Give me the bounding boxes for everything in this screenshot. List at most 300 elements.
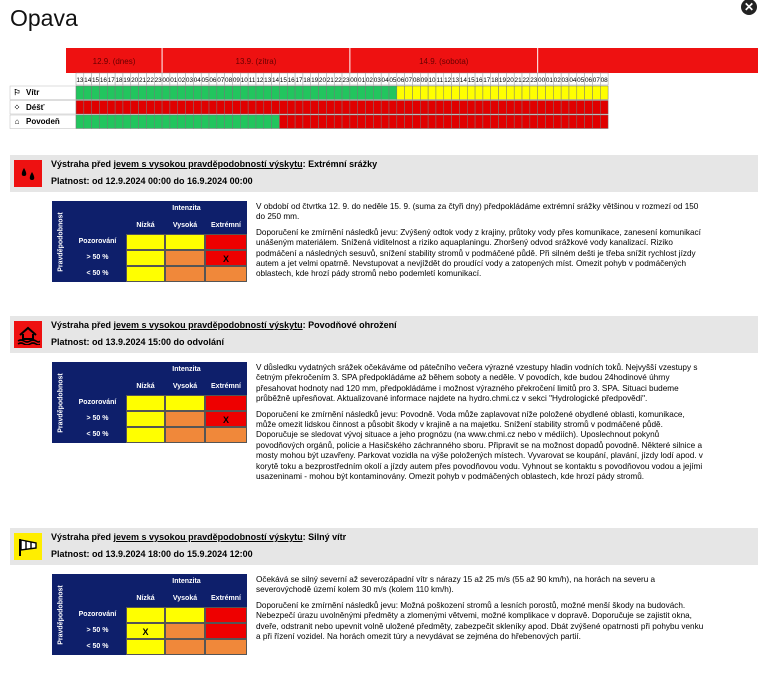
- matrix-cell: [165, 234, 205, 250]
- timeline-cell: [397, 101, 405, 115]
- timeline-cell: [162, 86, 170, 100]
- timeline-cell: [467, 101, 475, 115]
- hour-label: 01: [545, 77, 553, 84]
- timeline-cell: [146, 86, 154, 100]
- timeline-cell: [592, 101, 600, 115]
- timeline-cell: [303, 115, 311, 129]
- timeline-cell: [522, 101, 530, 115]
- hour-label: 09: [232, 77, 240, 84]
- hour-label: 07: [592, 77, 600, 84]
- timeline-cell: [131, 101, 139, 115]
- intensity-probability-matrix: [52, 362, 247, 443]
- hour-label: 14: [84, 77, 92, 84]
- hour-label: 02: [553, 77, 561, 84]
- timeline-cell: [225, 115, 233, 129]
- timeline-cell: [381, 86, 389, 100]
- probability-axis-label: Pravděpodobnost: [57, 372, 64, 433]
- hour-label: 10: [428, 77, 436, 84]
- timeline-cell: [467, 115, 475, 129]
- timeline-cell: [162, 101, 170, 115]
- hour-label: 10: [240, 77, 248, 84]
- timeline-cell: [452, 86, 460, 100]
- hour-label: 05: [389, 77, 397, 84]
- timeline-cell: [107, 86, 115, 100]
- timeline-cell: [264, 86, 272, 100]
- timeline-cell: [319, 86, 327, 100]
- hour-label: 01: [358, 77, 366, 84]
- probability-axis-label: Pravděpodobnost: [57, 584, 64, 645]
- matrix-cell: [205, 234, 247, 250]
- timeline-cell: [76, 86, 84, 100]
- timeline-cell: [92, 86, 100, 100]
- timeline-cell: [483, 101, 491, 115]
- warning-summary: V období od čtvrtka 12. 9. do neděle 15. 9. (suma za čtyři dny) předpokládáme extrémní srážky většinou v rozmezí od 150 do 250 mm.: [256, 202, 699, 222]
- timeline-cell: [178, 101, 186, 115]
- timeline-cell: [279, 115, 287, 129]
- timeline-cell: [186, 101, 194, 115]
- timeline-cell: [506, 115, 514, 129]
- timeline-cell: [248, 101, 256, 115]
- timeline-cell: [209, 86, 217, 100]
- hour-label: 16: [475, 77, 483, 84]
- timeline-cell: [506, 86, 514, 100]
- timeline-cell: [499, 86, 507, 100]
- matrix-cell: [165, 607, 205, 623]
- probability-axis-label: Pravděpodobnost: [57, 211, 64, 272]
- timeline-cell: [256, 115, 264, 129]
- hour-label: 05: [577, 77, 585, 84]
- timeline-cell: [358, 86, 366, 100]
- hour-label: 23: [154, 77, 162, 84]
- page-title: Opava: [10, 5, 78, 31]
- timeline-cell: [240, 115, 248, 129]
- matrix-row-header: > 50 %: [69, 250, 126, 266]
- timeline-cell: [326, 86, 334, 100]
- timeline-cell: [514, 86, 522, 100]
- timeline-cell: [146, 115, 154, 129]
- timeline-cell: [436, 86, 444, 100]
- hour-label: 11: [436, 77, 444, 84]
- warning-summary: Očekává se silný severní až severozápadní vítr s nárazy 15 až 25 m/s (55 až 90 km/h), na horách na severu a severovýchodě území kolem 30 m/s (kolem 110 km/h).: [256, 575, 656, 595]
- timeline-cell: [397, 115, 405, 129]
- warning-header: [10, 316, 758, 353]
- warning-title-prefix: Výstraha před: [51, 159, 114, 169]
- matrix-cell: [205, 427, 247, 443]
- timeline-cell: [444, 115, 452, 129]
- warning-validity: Platnost: od 13.9.2024 15:00 do odvolání: [51, 337, 225, 347]
- heavy-rain-icon: [14, 160, 42, 187]
- timeline-cell: [366, 115, 374, 129]
- timeline-row-2: [12, 115, 60, 129]
- warning-title-prefix: Výstraha před: [51, 532, 114, 542]
- timeline-cell: [475, 86, 483, 100]
- warning-title: [51, 159, 377, 169]
- hour-label: 23: [530, 77, 538, 84]
- timeline-row-0: [12, 86, 39, 100]
- matrix-cell: [165, 639, 205, 655]
- timeline-cell: [428, 86, 436, 100]
- timeline-cell: [342, 101, 350, 115]
- matrix-cell: [165, 623, 205, 639]
- hour-label: 17: [295, 77, 303, 84]
- timeline-cell: [452, 115, 460, 129]
- timeline-cell: [295, 101, 303, 115]
- timeline-cell: [248, 86, 256, 100]
- timeline-cell: [412, 86, 420, 100]
- timeline-cell: [428, 115, 436, 129]
- timeline-cell: [491, 115, 499, 129]
- timeline-cell: [381, 101, 389, 115]
- matrix-cell: [126, 411, 165, 427]
- matrix-col-header: Extrémní: [205, 378, 247, 395]
- timeline-cell: [311, 115, 319, 129]
- timeline-cell: [115, 101, 123, 115]
- timeline-cell: [287, 115, 295, 129]
- matrix-col-header: Nízká: [126, 590, 165, 607]
- timeline-cell: [569, 115, 577, 129]
- warning-title-suffix: : Extrémní srážky: [302, 159, 378, 169]
- hour-label: 22: [522, 77, 530, 84]
- warning-recommendation: Doporučení ke zmírnění následků jevu: Zvýšený odtok vody z krajiny, průtoky vody přes komunikace, zanesení komunikací unášeným materiálem. Snížená viditelnost a riziko aquaplaningu. Zhoršený odvod srážkové vody kanalizací. Riziko podmáčení a následných sesuvů, snížení stability stromů v podmáčené půdě. Při silném dešti je třeba snížit rychlost jízdy autem a jet velmi opatrně. Nevstupovat a nevjíždět do proudící vody a zatopených míst. Omezit pohyb v podmáčených oblastech, kde hrozí pády stromů nebo podemletí komunikací.: [256, 227, 701, 279]
- timeline-cell: [170, 86, 178, 100]
- probability-link[interactable]: jevem s vysokou pravděpodobností výskytu: [113, 159, 303, 169]
- timeline-cell: [412, 101, 420, 115]
- warning-header: [10, 528, 758, 565]
- timeline-cell: [319, 101, 327, 115]
- timeline-cell: [600, 86, 608, 100]
- timeline-cell: [514, 115, 522, 129]
- timeline-cell: [319, 115, 327, 129]
- timeline-cell: [459, 86, 467, 100]
- timeline-cell: [99, 101, 107, 115]
- timeline-cell: [287, 86, 295, 100]
- timeline-cell: [483, 86, 491, 100]
- timeline-cell: [201, 101, 209, 115]
- timeline-cell: [553, 101, 561, 115]
- hour-label: 07: [405, 77, 413, 84]
- hour-label: 16: [287, 77, 295, 84]
- timeline-cell: [256, 86, 264, 100]
- hour-label: 06: [209, 77, 217, 84]
- timeline-cell: [389, 101, 397, 115]
- hour-label: 14: [271, 77, 280, 84]
- warning-summary: V důsledku vydatných srážek očekáváme od pátečního večera výrazné vzestupy hladin vodních toků. Nejvyšší vzestupy s četným překročením 3. SPA předpokládáme až během soboty a neděle. V povodích, kde budou 24hodinové úhrny přesahovat hodnoty nad 120 mm, předpokládáme i možnost výrazného překročení limitů pro 3. SPA. Situaci budeme průběžně upřesňovat. Aktualizované informace najdete na hydro.chmi.cz v sekci "Hydrologické předpovědi".: [256, 363, 698, 404]
- timeline-cell: [358, 115, 366, 129]
- timeline-cell: [279, 101, 287, 115]
- hour-label: 20: [506, 77, 514, 84]
- hour-label: 13: [264, 77, 272, 84]
- timeline-cell: [240, 86, 248, 100]
- hour-label: 08: [412, 77, 420, 84]
- timeline-cell: [459, 115, 467, 129]
- hour-label: 15: [467, 77, 475, 84]
- timeline-cell: [397, 86, 405, 100]
- matrix-col-header: Vysoká: [165, 590, 205, 607]
- timeline-cell: [389, 86, 397, 100]
- timeline-cell: [585, 115, 593, 129]
- matrix-cell: [165, 395, 205, 411]
- hour-label: 19: [498, 77, 507, 84]
- matrix-col-header: Extrémní: [205, 590, 247, 607]
- timeline-cell: [162, 115, 170, 129]
- hour-label: 17: [107, 77, 115, 84]
- warning-timeline: [0, 0, 758, 132]
- day-label: 13.9. (zítra): [235, 57, 277, 66]
- timeline-cell: [92, 101, 100, 115]
- timeline-cell: [217, 115, 225, 129]
- timeline-cell: [311, 101, 319, 115]
- timeline-cell: [139, 115, 147, 129]
- timeline-cell: [577, 101, 585, 115]
- timeline-cell: [240, 101, 248, 115]
- day-header-band: [66, 48, 758, 73]
- warning-title: [51, 532, 346, 542]
- hour-label: 03: [561, 77, 569, 84]
- hour-label: 09: [420, 77, 428, 84]
- timeline-cell: [217, 101, 225, 115]
- hour-label: 00: [538, 77, 546, 84]
- timeline-cell: [107, 101, 115, 115]
- warning-title-suffix: : Povodňové ohrožení: [302, 320, 397, 330]
- matrix-row-header: Pozorování: [69, 395, 126, 411]
- timeline-cell: [483, 115, 491, 129]
- hour-label: 12: [256, 77, 264, 84]
- timeline-cell: [569, 86, 577, 100]
- matrix-col-header: Extrémní: [205, 217, 247, 234]
- hour-label: 12: [444, 77, 452, 84]
- matrix-cell: [126, 607, 165, 623]
- hour-label: 03: [185, 77, 194, 84]
- timeline-cell: [444, 86, 452, 100]
- timeline-cell: [295, 115, 303, 129]
- timeline-cell: [373, 86, 381, 100]
- timeline-cell: [154, 101, 162, 115]
- matrix-cell: [165, 411, 205, 427]
- matrix-intensity-header: Intenzita: [126, 362, 247, 378]
- timeline-cell: [459, 101, 467, 115]
- warning-validity: Platnost: od 12.9.2024 00:00 do 16.9.2024 00:00: [51, 176, 253, 186]
- matrix-row-header: < 50 %: [69, 266, 126, 282]
- hour-label: 18: [303, 77, 311, 84]
- timeline-cell: [264, 101, 272, 115]
- matrix-cell: [165, 250, 205, 266]
- timeline-cell: [334, 115, 342, 129]
- matrix-cell: [205, 607, 247, 623]
- timeline-cell: [326, 115, 334, 129]
- timeline-cell: [530, 86, 538, 100]
- matrix-cell: [205, 639, 247, 655]
- rain-drops-icon: ⁘: [13, 102, 21, 112]
- timeline-cell: [123, 86, 131, 100]
- timeline-cell: [530, 101, 538, 115]
- timeline-cell: [530, 115, 538, 129]
- timeline-cell: [420, 101, 428, 115]
- hour-label: 16: [99, 77, 107, 84]
- timeline-cell: [303, 101, 311, 115]
- hour-label: 02: [178, 77, 186, 84]
- timeline-cell: [373, 115, 381, 129]
- timeline-cell: [420, 115, 428, 129]
- timeline-cell: [350, 101, 358, 115]
- matrix-col-header: Nízká: [126, 378, 165, 395]
- hour-label: 14: [459, 77, 467, 84]
- timeline-cell: [248, 115, 256, 129]
- timeline-cell: [279, 86, 287, 100]
- timeline-cell: [467, 86, 475, 100]
- flood-warning-icon: [14, 321, 42, 348]
- warning-validity: Platnost: od 13.9.2024 18:00 do 15.9.2024 12:00: [51, 549, 253, 559]
- timeline-cell: [546, 86, 554, 100]
- timeline-cell: [233, 115, 241, 129]
- timeline-cell: [350, 86, 358, 100]
- matrix-cell: [205, 395, 247, 411]
- timeline-cell: [209, 101, 217, 115]
- timeline-cell: [569, 101, 577, 115]
- timeline-cell: [561, 86, 569, 100]
- timeline-cell: [201, 86, 209, 100]
- timeline-cell: [538, 115, 546, 129]
- matrix-cell: [205, 623, 247, 639]
- timeline-cell: [538, 86, 546, 100]
- matrix-row-header: < 50 %: [69, 639, 126, 655]
- timeline-cell: [76, 115, 84, 129]
- matrix-cell: [126, 234, 165, 250]
- hour-label: 21: [138, 77, 147, 84]
- intensity-probability-matrix: [52, 574, 247, 655]
- timeline-cell: [522, 115, 530, 129]
- timeline-cell: [561, 101, 569, 115]
- timeline-cell: [334, 86, 342, 100]
- matrix-cell: [165, 427, 205, 443]
- matrix-cell: [205, 266, 247, 282]
- timeline-cell: [225, 101, 233, 115]
- timeline-cell: [506, 101, 514, 115]
- warning-title-suffix: : Silný vítr: [302, 532, 347, 542]
- timeline-cell: [342, 86, 350, 100]
- hour-label: 20: [131, 77, 139, 84]
- warning-recommendation: Doporučení ke zmírnění následků jevu: Možná poškození stromů a lesních porostů, možné menší škody na budovách. Nebezpečí úrazu uvolněnými předměty a zlomenými větvemi, možné komplikace v dopravě. Doporučuje se zajistit okna, dveře, odstranit nebo upevnit volně uložené předměty, zabezpečit skleníky apod. Dbát zvýšené opatrnosti při pohybu venku a při řízení vozidel. Na horách omezit túry a nevydávat se zejména do hřebenových partií.: [256, 600, 704, 642]
- timeline-cell: [600, 101, 608, 115]
- matrix-cell: [126, 623, 165, 639]
- hour-label: 20: [318, 77, 327, 84]
- matrix-row-header: < 50 %: [69, 427, 126, 443]
- timeline-cell: [264, 115, 272, 129]
- hour-label: 03: [373, 77, 381, 84]
- timeline-cell: [342, 115, 350, 129]
- timeline-cell: [170, 115, 178, 129]
- timeline-cell: [139, 101, 147, 115]
- timeline-cell: [233, 101, 241, 115]
- timeline-cell: [154, 86, 162, 100]
- warning-title-prefix: Výstraha před: [51, 320, 114, 330]
- timeline-cell: [561, 115, 569, 129]
- hour-label: 19: [311, 77, 319, 84]
- matrix-row-header: > 50 %: [69, 623, 126, 639]
- hour-label: 07: [217, 77, 225, 84]
- hour-label: 22: [334, 77, 342, 84]
- warning-description: [256, 363, 706, 487]
- matrix-side-label: [52, 201, 69, 282]
- timeline-cell: [334, 101, 342, 115]
- warning-title: [51, 320, 397, 330]
- timeline-cell: [405, 86, 413, 100]
- matrix-side-label: [52, 574, 69, 655]
- timeline-cell: [178, 86, 186, 100]
- timeline-cell: [452, 101, 460, 115]
- hour-label: 08: [600, 77, 608, 84]
- timeline-cell: [600, 115, 608, 129]
- timeline-cell: [99, 115, 107, 129]
- timeline-cell: [146, 101, 154, 115]
- matrix-cell: [126, 266, 165, 282]
- timeline-cell: [272, 115, 280, 129]
- matrix-cell: [126, 250, 165, 266]
- timeline-cell: [123, 101, 131, 115]
- warning-recommendation: Doporučení ke zmírnění následků jevu: Povodně. Voda může zaplavovat níže položené obydlené oblasti, komunikace, může omezit lidskou činnost a působit škody v krajině a na majetku. Snížení stability stromů v podmáčené půdě. Doporučuje se sledovat vývoj situace a jeho prognózu (na www.chmi.cz nebo v médiích). Uposlechnout pokynů povodňových orgánů, policie a Hasičského záchranného sboru. Připravit se na možnost dopadů povodně. Některé silnice a mosty mohou být uzavřeny. Parkovat vozidla na výše položených místech. Vyvarovat se koupání, plavání, jízdy lodí apod. v korytě toku a bezprostředním okolí a jízdy autem přes povodňovou vodu. Vyhnout se kontaktu s povodňovou vodou a jejími usazeninami - mohou být kontaminovány. Omezit pohyb v podmáčených oblastech, kde hrozí pády stromů.: [256, 409, 703, 482]
- timeline-cell: [389, 115, 397, 129]
- timeline-row-label: Vítr: [26, 88, 40, 97]
- timeline-cell: [178, 115, 186, 129]
- close-icon[interactable]: ✕: [741, 0, 757, 15]
- hour-label: 00: [162, 77, 170, 84]
- hour-label: 13: [76, 77, 84, 84]
- hour-label: 18: [491, 77, 499, 84]
- matrix-cell: [205, 250, 247, 266]
- timeline-cell: [546, 101, 554, 115]
- timeline-cell: [131, 86, 139, 100]
- timeline-cell: [115, 115, 123, 129]
- warning-header: [10, 155, 758, 192]
- matrix-col-header: Nízká: [126, 217, 165, 234]
- timeline-cell: [76, 101, 84, 115]
- windsock-icon: [14, 533, 42, 560]
- matrix-mark: X: [142, 627, 149, 637]
- timeline-cell: [514, 101, 522, 115]
- timeline-cell: [201, 115, 209, 129]
- hour-label: 18: [115, 77, 123, 84]
- hour-label: 00: [350, 77, 358, 84]
- timeline-cell: [373, 101, 381, 115]
- timeline-cell: [170, 101, 178, 115]
- timeline-cell: [577, 86, 585, 100]
- timeline-cell: [366, 101, 374, 115]
- timeline-cell: [491, 101, 499, 115]
- timeline-cell: [272, 101, 280, 115]
- timeline-cell: [272, 86, 280, 100]
- timeline-cell: [405, 115, 413, 129]
- matrix-row-header: Pozorování: [69, 607, 126, 623]
- flood-house-icon: ⌂: [14, 117, 20, 126]
- matrix-mark: X: [222, 254, 229, 264]
- timeline-cell: [186, 115, 194, 129]
- warning-description: [256, 202, 706, 285]
- timeline-cell: [592, 115, 600, 129]
- timeline-cell: [131, 115, 139, 129]
- timeline-cell: [428, 101, 436, 115]
- hour-label: 13: [451, 77, 460, 84]
- timeline-cell: [436, 115, 444, 129]
- hour-label: 04: [569, 77, 577, 84]
- probability-link[interactable]: jevem s vysokou pravděpodobností výskytu: [113, 532, 303, 542]
- hour-label: 21: [326, 77, 334, 84]
- timeline-row-label: Déšť: [26, 102, 45, 112]
- timeline-cell: [115, 86, 123, 100]
- timeline-cell: [107, 115, 115, 129]
- probability-link[interactable]: jevem s vysokou pravděpodobností výskytu: [113, 320, 303, 330]
- timeline-cell: [209, 115, 217, 129]
- timeline-cell: [350, 115, 358, 129]
- matrix-row-header: > 50 %: [69, 411, 126, 427]
